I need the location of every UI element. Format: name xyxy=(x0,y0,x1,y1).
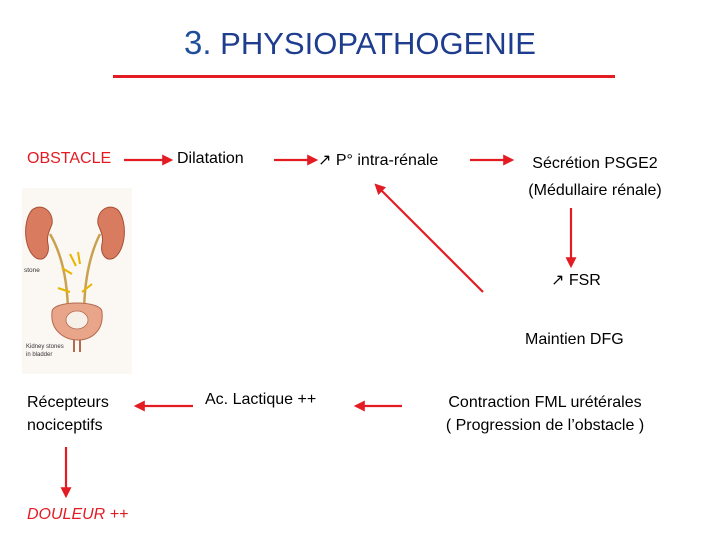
node-fsr: ↗ FSR xyxy=(551,272,601,289)
title-number: 3. xyxy=(184,24,212,61)
label-stone: stone xyxy=(24,267,40,274)
title-text: PHYSIOPATHOGENIE xyxy=(220,26,536,61)
contraction-line1: Contraction FML urétérales xyxy=(448,394,642,411)
contraction-line2: ( Progression de l’obstacle ) xyxy=(445,417,645,434)
label-in-bladder: in bladder xyxy=(26,352,53,358)
recepteurs-line1: Récepteurs xyxy=(27,394,109,411)
node-pressure: ↗ P° intra-rénale xyxy=(318,152,439,169)
recepteurs-line2: nociceptifs xyxy=(27,417,103,434)
node-acide-lactique: Ac. Lactique ++ xyxy=(205,391,317,408)
arrow-feedback-to-pressure xyxy=(376,185,483,292)
secretion-line1: Sécrétion PSGE2 xyxy=(532,155,658,172)
label-kidney-stones: Kidney stones xyxy=(26,344,64,350)
node-obstacle: OBSTACLE xyxy=(27,150,112,167)
node-douleur: DOULEUR ++ xyxy=(27,506,129,523)
secretion-line2: (Médullaire rénale) xyxy=(528,182,662,199)
node-dilatation: Dilatation xyxy=(177,150,244,167)
node-maintien-dfg: Maintien DFG xyxy=(525,331,624,348)
